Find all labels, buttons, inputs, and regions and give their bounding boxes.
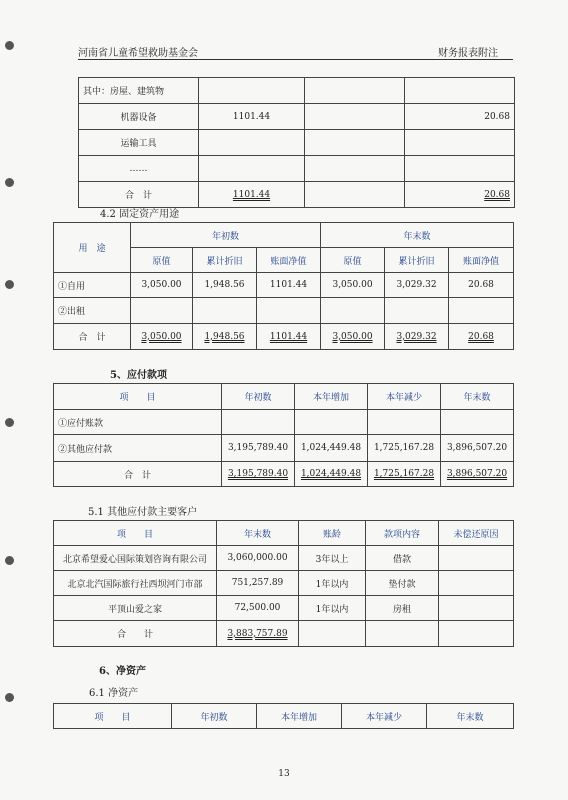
fixed-asset-use-table: [53, 222, 514, 350]
cell: [222, 410, 295, 435]
column-header: 项 目: [54, 704, 172, 729]
cell: [439, 621, 514, 647]
row-label: 北京北汽国际旅行社西坝河门市部: [54, 571, 217, 596]
cell: [439, 546, 514, 571]
cell: [305, 182, 405, 208]
cell: [405, 130, 515, 156]
cell: [385, 298, 449, 324]
column-header: 累计折旧: [193, 248, 257, 273]
cell: 1101.44: [199, 104, 305, 130]
cell: 3年以上: [299, 546, 366, 571]
cell: 3,195,789.40: [222, 435, 295, 462]
column-header: 账面净值: [449, 248, 514, 273]
row-label: 机器设备: [79, 104, 199, 130]
column-header: 项 目: [54, 521, 217, 546]
column-header: 年末数: [217, 521, 299, 546]
section-title-other-payables: 5.1 其他应付款主要客户: [88, 507, 198, 518]
cell: [199, 156, 305, 182]
header-rule: [78, 59, 513, 60]
section-title-net-assets-sub: 6.1 净资产: [89, 688, 139, 699]
cell: [305, 156, 405, 182]
cell: 1年以内: [299, 571, 366, 596]
cell: 20.68: [468, 331, 494, 342]
other-payables-table: [53, 520, 514, 647]
header-org: 河南省儿童希望救助基金会: [78, 48, 198, 59]
column-header: 累计折旧: [385, 248, 449, 273]
cell: 3,896,507.20: [441, 435, 514, 462]
row-label: 北京希望爱心国际策划咨询有限公司: [54, 546, 217, 571]
row-label: 合 计: [54, 621, 217, 647]
asset-detail-table: [78, 77, 515, 208]
cell: 3,029.32: [396, 331, 437, 342]
binding-hole: [5, 418, 14, 427]
cell: [405, 78, 515, 104]
table-row: [54, 621, 514, 647]
column-header-end: 年末数: [321, 223, 514, 248]
column-header: 本年增加: [257, 704, 342, 729]
table-row: [79, 182, 515, 208]
cell: 1,948.56: [204, 331, 245, 342]
binding-hole: [5, 178, 14, 187]
cell: 20.68: [484, 189, 510, 200]
section-title-net-assets: 6、净资产: [99, 666, 146, 677]
net-assets-table: [53, 703, 514, 729]
table-row: [54, 462, 514, 487]
table-row: [79, 156, 515, 182]
column-header: 原值: [321, 248, 385, 273]
row-label: 平顶山爱之家: [54, 596, 217, 621]
cell: 1101.44: [257, 273, 321, 298]
row-label: ①应付账款: [54, 410, 222, 435]
table-row: [79, 104, 515, 130]
row-label: 运输工具: [79, 130, 199, 156]
column-header: 账龄: [299, 521, 366, 546]
table-row: [54, 704, 514, 729]
column-header: 原值: [131, 248, 193, 273]
column-header: 年末数: [441, 384, 514, 410]
cell: 1,725,167.28: [373, 469, 435, 479]
column-header: 本年减少: [342, 704, 427, 729]
cell: 3,050.00: [321, 273, 385, 298]
table-row: [54, 410, 514, 435]
cell: 3,060,000.00: [217, 546, 299, 571]
column-header: 款项内容: [366, 521, 439, 546]
cell: [366, 621, 439, 647]
cell: [257, 298, 321, 324]
binding-hole: [5, 693, 14, 702]
column-header-begin: 年初数: [131, 223, 321, 248]
row-label: ①自用: [54, 273, 131, 298]
table-row: [54, 384, 514, 410]
header-doc-type: 财务报表附注: [438, 48, 498, 59]
cell: [305, 104, 405, 130]
binding-hole: [5, 41, 14, 50]
cell: 20.68: [449, 273, 514, 298]
column-header: 未偿还原因: [439, 521, 514, 546]
table-row: [54, 435, 514, 462]
cell: [441, 410, 514, 435]
cell: [199, 130, 305, 156]
table-row: [79, 130, 515, 156]
cell: 3,050.00: [131, 273, 193, 298]
table-row: [54, 546, 514, 571]
cell: 3,883,757.89: [227, 628, 288, 639]
column-header: 项 目: [54, 384, 222, 410]
cell: [299, 621, 366, 647]
table-row: [54, 324, 514, 350]
cell: 3,896,507.20: [446, 469, 508, 479]
section-title-fixed-use: 4.2 固定资产用途: [100, 209, 180, 220]
cell: 房租: [366, 596, 439, 621]
table-row: [54, 298, 514, 324]
row-label: 合 计: [54, 462, 222, 487]
cell: [321, 298, 385, 324]
cell: 3,050.00: [141, 331, 182, 342]
column-header: 账面净值: [257, 248, 321, 273]
cell: 垫付款: [366, 571, 439, 596]
cell: [131, 298, 193, 324]
row-label: 合 计: [54, 324, 131, 350]
table-row: [54, 273, 514, 298]
binding-hole: [5, 280, 14, 289]
cell: 借款: [366, 546, 439, 571]
cell: 1,024,449.48: [295, 435, 368, 462]
cell: 3,029.32: [385, 273, 449, 298]
column-header: 年末数: [427, 704, 514, 729]
cell: [305, 130, 405, 156]
payables-table: [53, 383, 514, 487]
cell: 751,257.89: [217, 571, 299, 596]
cell: 3,195,789.40: [227, 469, 289, 479]
column-header-use: 用 途: [54, 223, 131, 273]
column-header: 本年减少: [368, 384, 441, 410]
table-row: [54, 521, 514, 546]
cell: [199, 78, 305, 104]
cell: 3,050.00: [332, 331, 373, 342]
table-row: [54, 571, 514, 596]
cell: [449, 298, 514, 324]
cell: [193, 298, 257, 324]
row-label: ②其他应付款: [54, 435, 222, 462]
table-row: [54, 596, 514, 621]
cell: [439, 596, 514, 621]
table-row: [79, 78, 515, 104]
cell: 72,500.00: [217, 596, 299, 621]
binding-hole: [5, 556, 14, 565]
cell: [295, 410, 368, 435]
cell: [439, 571, 514, 596]
row-label: 合 计: [79, 182, 199, 208]
column-header: 年初数: [172, 704, 257, 729]
row-label: ……: [79, 156, 199, 182]
cell: 1,725,167.28: [368, 435, 441, 462]
row-label: ②出租: [54, 298, 131, 324]
column-header: 本年增加: [295, 384, 368, 410]
cell: [305, 78, 405, 104]
cell: 1101.44: [269, 331, 308, 342]
column-header: 年初数: [222, 384, 295, 410]
cell: 1,948.56: [193, 273, 257, 298]
cell: [405, 156, 515, 182]
cell: 20.68: [405, 104, 515, 130]
cell: 1年以内: [299, 596, 366, 621]
section-title-payables: 5、应付款项: [110, 370, 167, 381]
row-label: 其中：房屋、建筑物: [79, 78, 199, 104]
cell: [368, 410, 441, 435]
page-number: 13: [278, 769, 290, 779]
cell: 1,024,449.48: [300, 469, 362, 479]
table-row: [54, 223, 514, 248]
cell: 1101.44: [232, 189, 271, 200]
